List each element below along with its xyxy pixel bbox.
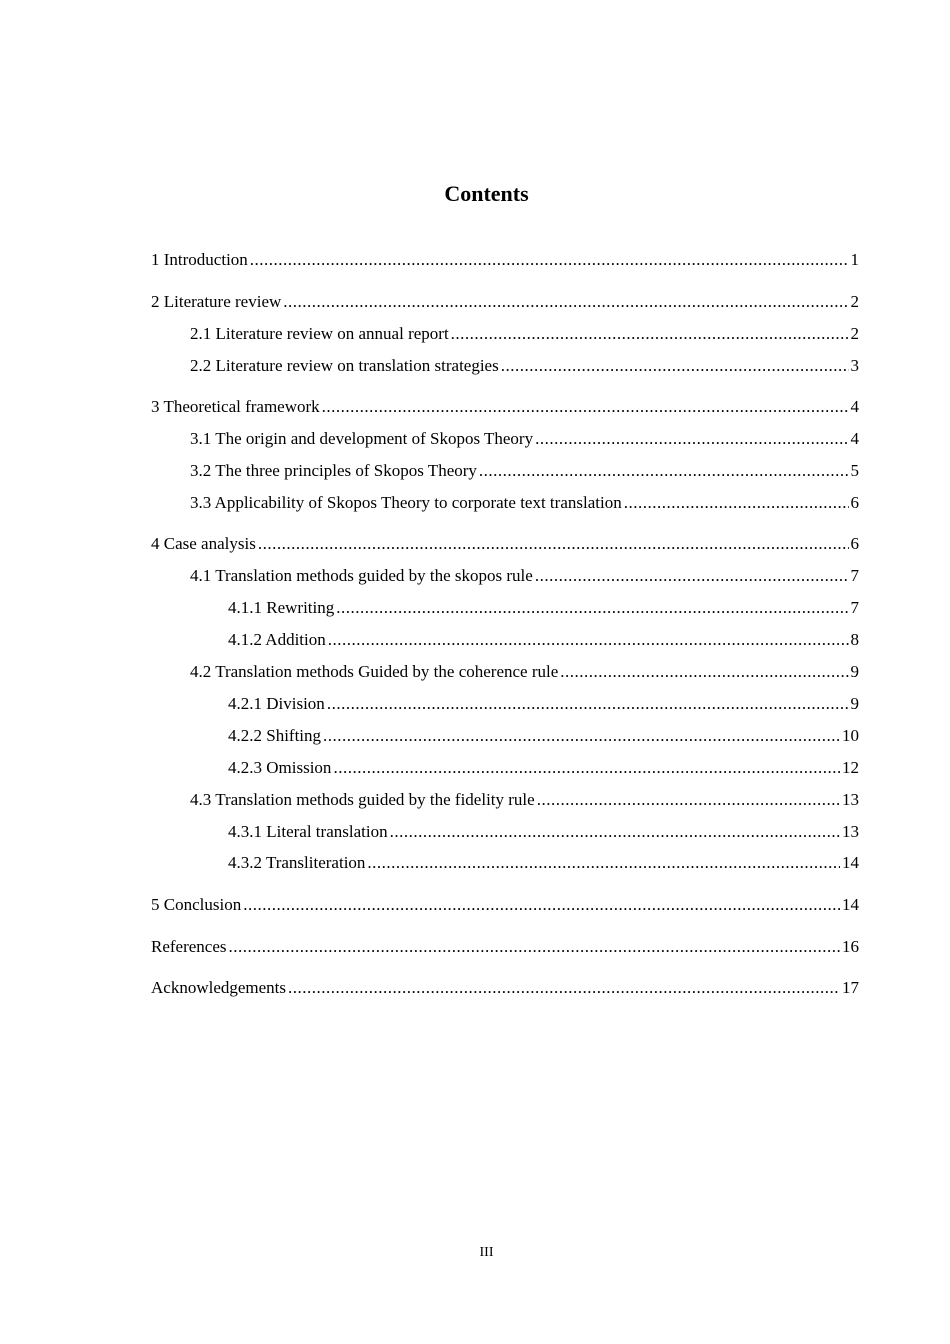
toc-entry-4-3-1[interactable] (228, 820, 859, 844)
toc-entry-page: 13 (842, 790, 859, 809)
toc-entry-page: 2 (850, 292, 859, 311)
toc-entry-label: 1 Introduction (151, 250, 248, 269)
toc-entry-label: 2.1 Literature review on annual report (190, 324, 449, 343)
toc-entry-page: 6 (850, 493, 859, 512)
toc-entry-page: 2 (850, 324, 859, 343)
toc-entry-4-1-1[interactable] (228, 596, 859, 620)
dot-leader (322, 395, 849, 419)
toc-entry-page: 7 (850, 598, 859, 617)
toc-entry-2-1[interactable] (190, 322, 859, 346)
toc-entry-4-1-2[interactable] (228, 628, 859, 652)
page-number: III (479, 1245, 494, 1260)
dot-leader (624, 491, 849, 515)
toc-entry-page: 14 (842, 895, 859, 914)
dot-leader (537, 788, 840, 812)
toc-entry-page: 4 (850, 429, 859, 448)
toc-entry-label: 4.1 Translation methods guided by the skopos rule (190, 566, 533, 585)
dot-leader (451, 322, 849, 346)
toc-entry-label: 3.3 Applicability of Skopos Theory to corporate text translation (190, 493, 622, 512)
toc-entry-page: 9 (850, 694, 859, 713)
dot-leader (535, 427, 848, 451)
toc-entry-2-2[interactable] (190, 354, 859, 378)
toc-entry-page: 13 (842, 822, 859, 841)
dot-leader (250, 248, 849, 272)
toc-entry-case-analysis[interactable] (151, 532, 859, 556)
dot-leader (501, 354, 849, 378)
dot-leader (390, 820, 840, 844)
toc-entry-label: 3.1 The origin and development of Skopos Theory (190, 429, 534, 448)
toc-entry-3-1[interactable] (190, 427, 859, 451)
toc-entry-page: 7 (850, 566, 859, 585)
toc-entry-label: 4.1.2 Addition (228, 630, 326, 649)
toc-entry-label: 4.3 Translation methods guided by the fidelity rule (190, 790, 535, 809)
toc-entry-label: References (151, 937, 227, 956)
toc-entry-page: 16 (842, 937, 859, 956)
toc-entry-label: 4.2.1 Division (228, 694, 325, 713)
toc-entry-page: 6 (850, 534, 859, 553)
dot-leader (560, 660, 848, 684)
dot-leader (367, 851, 840, 875)
toc-entry-page: 17 (842, 978, 859, 997)
toc-entry-label: 4.3.1 Literal translation (228, 822, 388, 841)
toc-entry-label: 3 Theoretical framework (151, 397, 320, 416)
dot-leader (283, 290, 848, 314)
toc-entry-page: 8 (850, 630, 859, 649)
dot-leader (535, 564, 849, 588)
toc-entry-page: 1 (850, 250, 859, 269)
toc-entry-label: 3.2 The three principles of Skopos Theory (190, 461, 477, 480)
toc-entry-3-3[interactable] (190, 491, 859, 515)
toc-entry-page: 14 (842, 853, 859, 872)
toc-entry-label: 4.2.3 Omission (228, 758, 332, 777)
toc-entry-4-2-2[interactable] (228, 724, 859, 748)
toc-entry-page: 10 (842, 726, 859, 745)
toc-entry-theoretical-framework[interactable] (151, 395, 859, 419)
toc-entry-label: 5 Conclusion (151, 895, 242, 914)
toc-entry-acknowledgements[interactable] (151, 976, 859, 1000)
toc-entry-conclusion[interactable] (151, 893, 859, 917)
dot-leader (258, 532, 849, 556)
toc-entry-introduction[interactable] (151, 248, 859, 272)
toc-entry-4-2[interactable] (190, 660, 859, 684)
dot-leader (229, 935, 840, 959)
dot-leader (479, 459, 849, 483)
dot-leader (333, 756, 840, 780)
toc-entry-label: 4.2 Translation methods Guided by the coherence rule (190, 662, 559, 681)
dot-leader (323, 724, 840, 748)
toc-entry-label: 2.2 Literature review on translation strategies (190, 356, 499, 375)
dot-leader (327, 692, 849, 716)
toc-entry-references[interactable] (151, 935, 859, 959)
toc-entry-4-1[interactable] (190, 564, 859, 588)
toc-entry-4-3-2[interactable] (228, 851, 859, 875)
toc-entry-page: 4 (850, 397, 859, 416)
dot-leader (288, 976, 840, 1000)
toc-entry-label: 4 Case analysis (151, 534, 256, 553)
toc-entry-page: 3 (850, 356, 859, 375)
page-title: Contents (444, 181, 529, 206)
toc-entry-label: 2 Literature review (151, 292, 282, 311)
toc-entry-label: 4.2.2 Shifting (228, 726, 322, 745)
toc-entry-4-2-3[interactable] (228, 756, 859, 780)
toc-entry-4-3[interactable] (190, 788, 859, 812)
toc-entry-label: 4.3.2 Transliteration (228, 853, 366, 872)
toc-entry-literature-review[interactable] (151, 290, 859, 314)
toc-entry-page: 5 (850, 461, 859, 480)
toc-entry-page: 9 (850, 662, 859, 681)
toc-entry-label: 4.1.1 Rewriting (228, 598, 335, 617)
toc-entry-page: 12 (842, 758, 859, 777)
toc-entry-4-2-1[interactable] (228, 692, 859, 716)
dot-leader (336, 596, 848, 620)
dot-leader (243, 893, 840, 917)
dot-leader (328, 628, 849, 652)
toc-entry-label: Acknowledgements (151, 978, 287, 997)
toc-entry-3-2[interactable] (190, 459, 859, 483)
